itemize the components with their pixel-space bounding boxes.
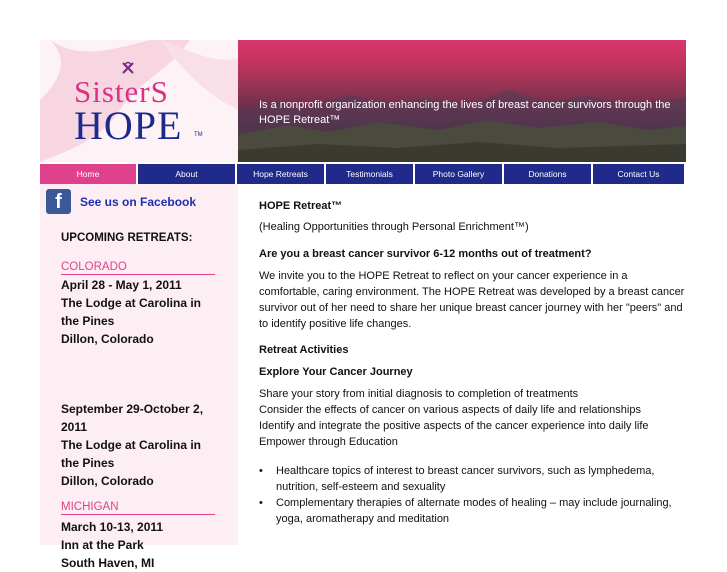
- sidebar: [40, 184, 238, 570]
- facebook-link-label[interactable]: See us on Facebook: [80, 194, 197, 209]
- logo-tm: TM: [194, 132, 203, 138]
- logo[interactable]: [40, 40, 238, 162]
- nav-photo-gallery[interactable]: Photo Gallery: [415, 164, 502, 184]
- facebook-icon[interactable]: f: [46, 189, 71, 214]
- logo-sisters-text: SisterS: [74, 74, 169, 109]
- upcoming-retreats-heading: UPCOMING RETREATS:: [61, 232, 193, 244]
- ribbon-mark-icon: [121, 61, 135, 75]
- explore-line: Consider the effects of cancer on various aspects of daily life and relationships: [259, 404, 641, 417]
- facebook-link[interactable]: [46, 189, 196, 214]
- nav-testimonials[interactable]: Testimonials: [326, 164, 413, 184]
- nav-home[interactable]: Home: [40, 164, 136, 184]
- education-bullets: [259, 463, 689, 528]
- retreat-dates: April 28 - May 1, 2011: [61, 278, 182, 292]
- nav-donations[interactable]: Donations: [504, 164, 591, 184]
- explore-line: Empower through Education: [259, 436, 398, 449]
- bullet-item: • Complementary therapies of alternate modes of healing – may include journaling, yoga, aromatherapy and meditation: [259, 495, 689, 527]
- retreat-venue: Inn at the Park: [61, 538, 144, 552]
- retreat-listing: [61, 400, 221, 490]
- question-heading: Are you a breast cancer survivor 6-12 months out of treatment?: [259, 248, 592, 261]
- activities-heading: Retreat Activities: [259, 344, 349, 357]
- retreat-location: South Haven, MI: [61, 556, 155, 570]
- nav-hope-retreats[interactable]: Hope Retreats: [237, 164, 324, 184]
- intro-paragraph: We invite you to the HOPE Retreat to reflect on your cancer experience in a comfortable, caring environment. The HOPE Retreat was developed by a breast cancer survivor out of her need to share her unique breast cancer journey with her "peers" and to identify positive life changes.: [259, 269, 685, 331]
- page: [40, 40, 686, 570]
- retreat-dates: March 10-13, 2011: [61, 520, 164, 534]
- explore-list: [259, 386, 689, 451]
- explore-heading: Explore Your Cancer Journey: [259, 365, 413, 378]
- tagline: Is a nonprofit organization enhancing the lives of breast cancer survivors through the HOPE Retreat™: [259, 99, 671, 126]
- page-subtitle: (Healing Opportunities through Personal Enrichment™): [259, 221, 529, 234]
- retreat-venue: The Lodge at Carolina in the Pines: [61, 438, 202, 470]
- header: [40, 40, 686, 162]
- retreat-listing: [61, 276, 221, 348]
- logo-hope-text: HOPE: [74, 103, 183, 148]
- nav-contact-us[interactable]: Contact Us: [593, 164, 684, 184]
- region-colorado: COLORADO: [61, 261, 215, 275]
- nav-about[interactable]: About: [138, 164, 235, 184]
- header-banner: [238, 40, 686, 162]
- retreat-location: Dillon, Colorado: [61, 332, 154, 346]
- retreat-venue: The Lodge at Carolina in the Pines: [61, 296, 202, 328]
- retreat-location: Dillon, Colorado: [61, 474, 154, 488]
- main-content: [259, 198, 689, 527]
- bullet-item: • Healthcare topics of interest to breast cancer survivors, such as lymphedema, nutrition, self-esteem and sexuality: [259, 463, 689, 495]
- retreat-dates: September 29-October 2, 2011: [61, 402, 204, 434]
- retreat-listing: [61, 518, 221, 572]
- explore-line: Identify and integrate the positive aspects of the cancer experience into daily life: [259, 420, 649, 433]
- main-nav: [40, 164, 686, 184]
- page-title: HOPE Retreat™: [259, 200, 343, 212]
- explore-line: Share your story from initial diagnosis to completion of treatments: [259, 387, 579, 400]
- region-michigan: MICHIGAN: [61, 501, 215, 515]
